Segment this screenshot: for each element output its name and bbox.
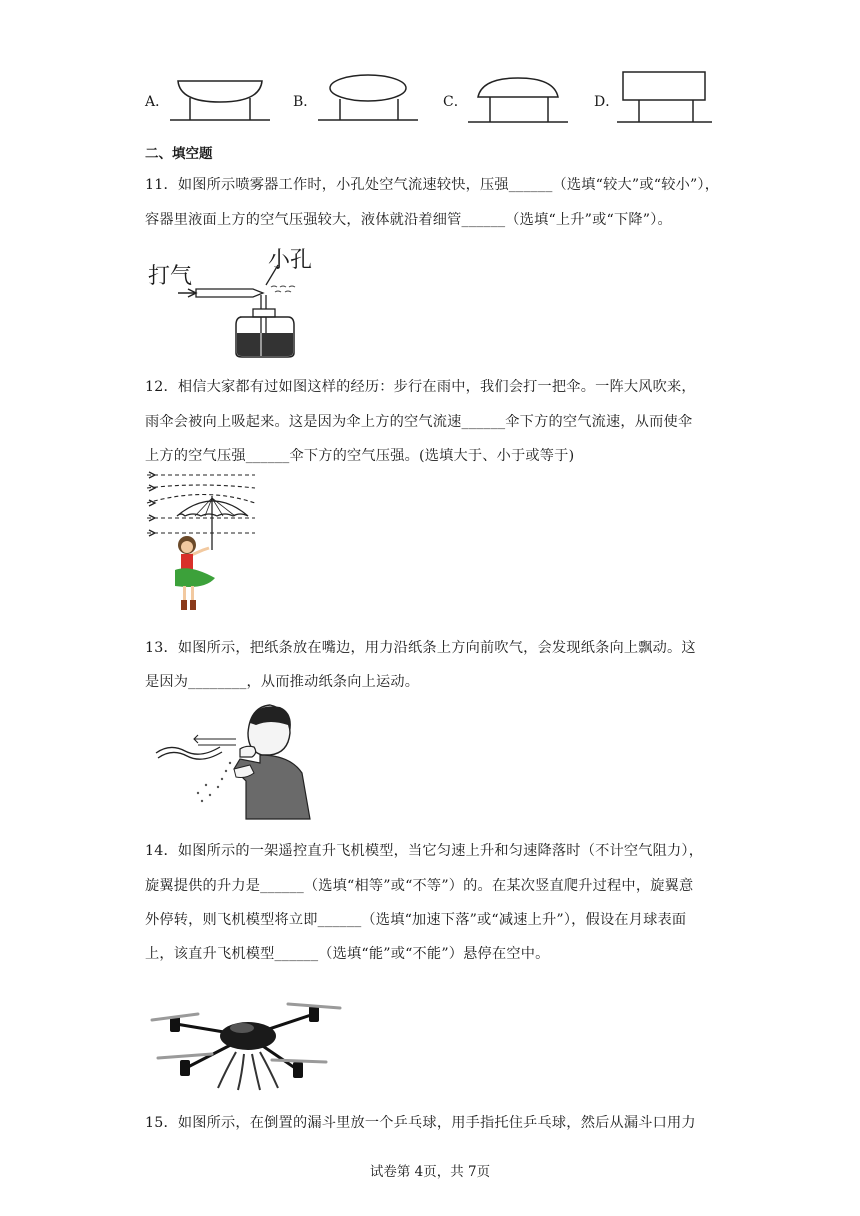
q15-line-1: 15．如图所示，在倒置的漏斗里放一个乒乓球，用手指托住乒乓球，然后从漏斗口用力 <box>145 1115 696 1131</box>
q11-line-2: 容器里液面上方的空气压强较大，液体就沿着细管______（选填“上升”或“下降”）。 <box>145 212 672 228</box>
blowing-paper-figure <box>150 703 315 823</box>
option-b-figure <box>318 72 418 124</box>
option-c-label: C． <box>443 94 468 110</box>
q12-line-3: 上方的空气压强______伞下方的空气压强。(选填大于、小于或等于) <box>145 448 575 464</box>
option-b-label: B． <box>293 94 318 110</box>
q14-line-1: 14．如图所示的一架遥控直升飞机模型，当它匀速上升和匀速降落时（不计空气阻力）， <box>145 843 704 859</box>
q14-line-3: 外停转，则飞机模型将立即______（选填“加速下落”或“减速上升”），假设在月球表面 <box>145 912 687 928</box>
q12-line-2: 雨伞会被向上吸起来。这是因为伞上方的空气流速______伞下方的空气流速，从而使伞 <box>145 414 693 430</box>
q14-line-4: 上，该直升飞机模型______（选填“能”或“不能”）悬停在空中。 <box>145 946 550 962</box>
option-d-label: D． <box>594 94 620 110</box>
option-d-figure <box>617 70 712 126</box>
umbrella-figure <box>145 468 260 628</box>
quadcopter-figure <box>148 996 348 1094</box>
option-c-figure <box>468 74 568 124</box>
q13-line-1: 13．如图所示，把纸条放在嘴边，用力沿纸条上方向前吹气，会发现纸条向上飘动。这 <box>145 640 696 656</box>
sprayer-label-air: 打气 <box>148 264 193 289</box>
option-a-figure <box>170 74 270 124</box>
q13-line-2: 是因为________，从而推动纸条向上运动。 <box>145 674 420 690</box>
q12-line-1: 12．相信大家都有过如图这样的经历：步行在雨中，我们会打一把伞。一阵大风吹来， <box>145 379 696 395</box>
sprayer-label-hole: 小孔 <box>268 248 313 273</box>
page-footer: 试卷第 4页，共 7页 <box>369 1164 491 1180</box>
section-title: 二、填空题 <box>145 146 213 162</box>
q14-line-2: 旋翼提供的升力是______（选填“相等”或“不等”）的。在某次竖直爬升过程中，旋翼意 <box>145 878 694 894</box>
option-a-label: A． <box>145 94 170 110</box>
q11-line-1: 11．如图所示喷雾器工作时，小孔处空气流速较快，压强______（选填“较大”或“较小”）， <box>145 177 720 193</box>
sprayer-figure <box>148 255 308 363</box>
